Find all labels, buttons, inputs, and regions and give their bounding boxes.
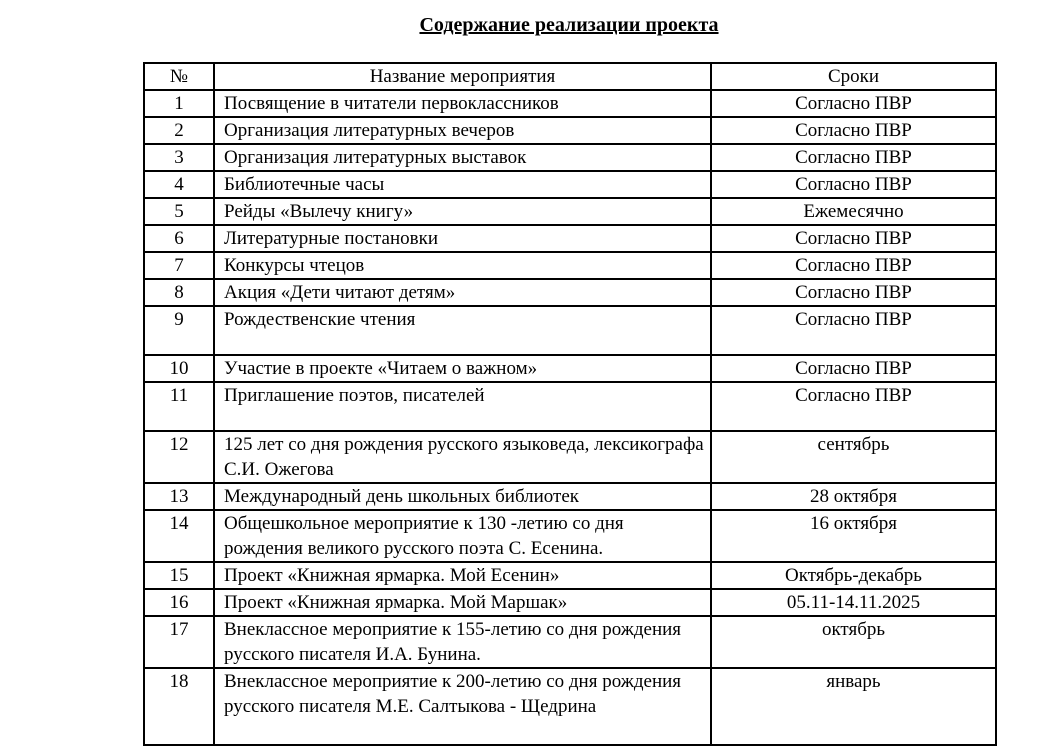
- event-name-cell: Проект «Книжная ярмарка. Мой Маршак»: [214, 589, 711, 616]
- table-row: [144, 90, 996, 117]
- term-cell: Согласно ПВР: [711, 306, 996, 355]
- table-row: [144, 616, 996, 668]
- table-row: [144, 431, 996, 483]
- term-cell: Согласно ПВР: [711, 382, 996, 431]
- header-number: №: [144, 63, 214, 90]
- table-row: [144, 355, 996, 382]
- event-name-cell: Организация литературных выставок: [214, 144, 711, 171]
- header-term: Сроки: [711, 63, 996, 90]
- term-cell: Согласно ПВР: [711, 90, 996, 117]
- event-name-cell: Рождественские чтения: [214, 306, 711, 355]
- event-name-cell: Внеклассное мероприятие к 155-летию со дня рождения русского писателя И.А. Бунина.: [214, 616, 711, 668]
- term-cell: Согласно ПВР: [711, 171, 996, 198]
- document-page: [143, 12, 995, 746]
- table-row: [144, 144, 996, 171]
- row-number-cell: 13: [144, 483, 214, 510]
- term-cell: январь: [711, 668, 996, 745]
- table-row: [144, 668, 996, 745]
- event-name-cell: Организация литературных вечеров: [214, 117, 711, 144]
- table-row: [144, 171, 996, 198]
- event-name-cell: Конкурсы чтецов: [214, 252, 711, 279]
- table-row: [144, 589, 996, 616]
- table-row: [144, 483, 996, 510]
- term-cell: Согласно ПВР: [711, 279, 996, 306]
- event-name-cell: Рейды «Вылечу книгу»: [214, 198, 711, 225]
- row-number-cell: 15: [144, 562, 214, 589]
- row-number-cell: 14: [144, 510, 214, 562]
- event-name-cell: Общешкольное мероприятие к 130 -летию со дня рождения великого русского поэта С. Есенина.: [214, 510, 711, 562]
- term-cell: 16 октября: [711, 510, 996, 562]
- event-name-cell: Внеклассное мероприятие к 200-летию со дня рождения русского писателя М.Е. Салтыкова - Щедрина: [214, 668, 711, 745]
- table-row: [144, 510, 996, 562]
- event-name-cell: Приглашение поэтов, писателей: [214, 382, 711, 431]
- term-cell: Согласно ПВР: [711, 252, 996, 279]
- header-event-name: Название мероприятия: [214, 63, 711, 90]
- term-cell: Согласно ПВР: [711, 355, 996, 382]
- table-row: [144, 382, 996, 431]
- event-name-cell: Участие в проекте «Читаем о важном»: [214, 355, 711, 382]
- term-cell: Согласно ПВР: [711, 117, 996, 144]
- row-number-cell: 16: [144, 589, 214, 616]
- table-row: [144, 562, 996, 589]
- row-number-cell: 4: [144, 171, 214, 198]
- row-number-cell: 3: [144, 144, 214, 171]
- table-row: [144, 306, 996, 355]
- term-cell: Согласно ПВР: [711, 144, 996, 171]
- event-name-cell: 125 лет со дня рождения русского языковеда, лексикографа С.И. Ожегова: [214, 431, 711, 483]
- row-number-cell: 11: [144, 382, 214, 431]
- table-row: [144, 279, 996, 306]
- row-number-cell: 6: [144, 225, 214, 252]
- event-name-cell: Посвящение в читатели первоклассников: [214, 90, 711, 117]
- row-number-cell: 18: [144, 668, 214, 745]
- row-number-cell: 17: [144, 616, 214, 668]
- row-number-cell: 2: [144, 117, 214, 144]
- term-cell: Ежемесячно: [711, 198, 996, 225]
- event-name-cell: Литературные постановки: [214, 225, 711, 252]
- row-number-cell: 12: [144, 431, 214, 483]
- term-cell: Согласно ПВР: [711, 225, 996, 252]
- term-cell: октябрь: [711, 616, 996, 668]
- row-number-cell: 9: [144, 306, 214, 355]
- event-name-cell: Проект «Книжная ярмарка. Мой Есенин»: [214, 562, 711, 589]
- table-body: [144, 90, 996, 745]
- event-name-cell: Международный день школьных библиотек: [214, 483, 711, 510]
- event-name-cell: Акция «Дети читают детям»: [214, 279, 711, 306]
- project-table: [143, 62, 997, 746]
- term-cell: Октябрь-декабрь: [711, 562, 996, 589]
- table-row: [144, 252, 996, 279]
- table-row: [144, 117, 996, 144]
- row-number-cell: 10: [144, 355, 214, 382]
- term-cell: сентябрь: [711, 431, 996, 483]
- row-number-cell: 1: [144, 90, 214, 117]
- row-number-cell: 7: [144, 252, 214, 279]
- table-header: [144, 63, 996, 90]
- page-title: Содержание реализации проекта: [419, 14, 719, 36]
- term-cell: 05.11-14.11.2025: [711, 589, 996, 616]
- term-cell: 28 октября: [711, 483, 996, 510]
- row-number-cell: 5: [144, 198, 214, 225]
- event-name-cell: Библиотечные часы: [214, 171, 711, 198]
- header-row: [144, 63, 996, 90]
- row-number-cell: 8: [144, 279, 214, 306]
- table-row: [144, 225, 996, 252]
- table-row: [144, 198, 996, 225]
